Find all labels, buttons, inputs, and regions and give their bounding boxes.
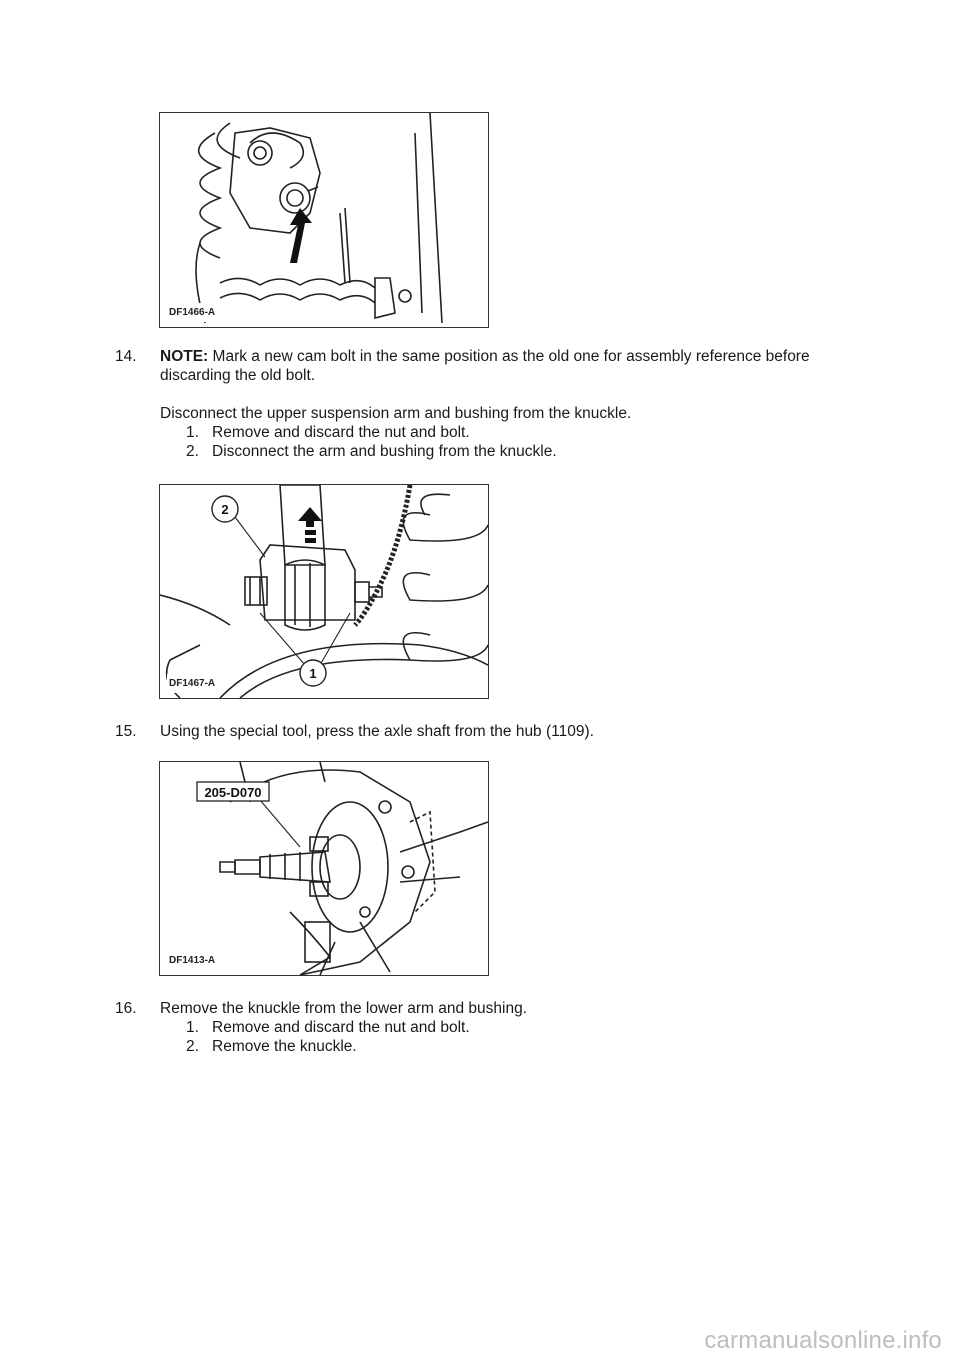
tool-label: 205-D070 <box>204 785 262 800</box>
substep-number: 1. <box>186 424 199 441</box>
note-text: Mark a new cam bolt in the same position as the old one for assembly reference before discarding the old bolt. <box>160 348 810 384</box>
substep-text: Remove and discard the nut and bolt. <box>212 424 470 441</box>
substep-text: Disconnect the arm and bushing from the knuckle. <box>212 443 557 460</box>
suspension-illustration-3 <box>160 762 488 975</box>
instruction: Disconnect the upper suspension arm and bushing from the knuckle. <box>160 405 632 422</box>
instruction: Using the special tool, press the axle shaft from the hub (1109). <box>160 723 594 740</box>
substep-number: 1. <box>186 1019 199 1036</box>
substep-list <box>186 1018 875 1056</box>
step-16 <box>115 999 875 1056</box>
step-number: 16. <box>115 1000 137 1017</box>
callout-label: 1 <box>309 666 317 681</box>
substep-text: Remove and discard the nut and bolt. <box>212 1019 470 1036</box>
instruction: Remove the knuckle from the lower arm and bushing. <box>160 1000 528 1017</box>
step-15 <box>115 722 875 741</box>
substep-number: 2. <box>186 1038 199 1055</box>
suspension-illustration-2 <box>160 485 488 698</box>
substep <box>186 423 875 442</box>
figure-code: DF1413-A <box>167 951 217 970</box>
substep <box>186 1018 875 1037</box>
substep <box>186 442 875 461</box>
figure-code: DF1466-A <box>167 303 217 322</box>
watermark: carmanualsonline.info <box>704 1327 942 1354</box>
note-paragraph <box>160 347 875 385</box>
callout-label: 2 <box>221 502 229 517</box>
substep <box>186 1037 875 1056</box>
step-number: 15. <box>115 723 137 740</box>
suspension-illustration-1 <box>160 113 488 327</box>
step-number: 14. <box>115 348 137 365</box>
figure-df1413 <box>159 761 489 976</box>
substep-number: 2. <box>186 443 199 460</box>
figure-df1466 <box>159 112 489 328</box>
figure-df1467 <box>159 484 489 699</box>
note-label: NOTE: <box>160 348 209 365</box>
figure-code: DF1467-A <box>167 674 217 693</box>
substep-text: Remove the knuckle. <box>212 1038 357 1055</box>
step-14 <box>115 347 875 461</box>
substep-list <box>186 423 875 461</box>
